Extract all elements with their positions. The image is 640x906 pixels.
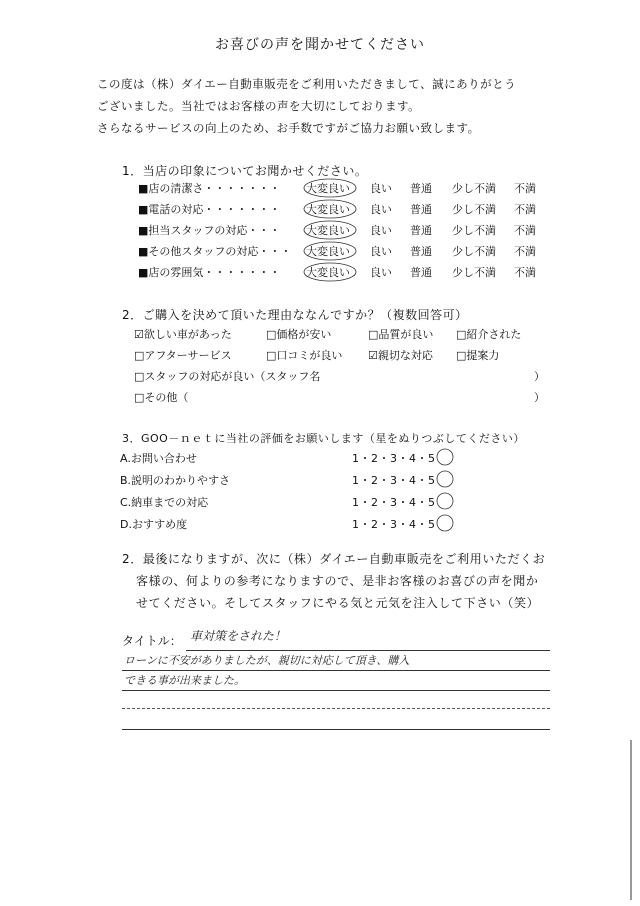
- checkbox-referred[interactable]: □紹介された: [456, 328, 522, 341]
- q1-option-good[interactable]: 良い: [370, 182, 392, 195]
- rating-label-delivery: C.納車までの対応: [120, 496, 209, 509]
- closing-line-2: 客様の、何よりの参考になりますので、是非お客様のお喜びの声を聞か: [136, 574, 539, 588]
- rating-scale-recommend[interactable]: 1・2・3・4・5: [352, 518, 436, 531]
- q1-option-dissatisfied[interactable]: 不満: [514, 245, 536, 258]
- q1-row-label: ■店の雰囲気・・・・・・・: [138, 266, 281, 279]
- rating-scale-inquiry[interactable]: 1・2・3・4・5: [352, 452, 436, 465]
- title-underline: [186, 650, 550, 651]
- q1-option-very-good[interactable]: 大変良い: [306, 224, 350, 237]
- checkbox-other[interactable]: □その他（: [134, 391, 189, 404]
- q1-row-label: ■店の清潔さ・・・・・・・: [138, 182, 281, 195]
- q2-heading: 2．ご購入を決めて頂いた理由ななんですか？（複数回答可）: [122, 308, 468, 322]
- q1-row-label: ■担当スタッフの対応・・・: [138, 224, 281, 237]
- checkbox-price-cheap[interactable]: □価格が安い: [266, 328, 332, 341]
- q1-option-slightly-dissatisfied[interactable]: 少し不満: [452, 224, 496, 237]
- q1-heading: 1．当店の印象についてお聞かせください。: [122, 164, 368, 178]
- q1-option-normal[interactable]: 普通: [410, 224, 432, 237]
- q1-option-very-good[interactable]: 大変良い: [306, 245, 350, 258]
- closing-line-1: 2．最後になりますが、次に（株）ダイエー自動車販売をご利用いただくお: [122, 552, 546, 566]
- closing-line-3: せてください。そしてスタッフにやる気と元気を注入して下さい（笑）: [136, 596, 540, 610]
- checkbox-after-service[interactable]: □アフターサービス: [134, 349, 232, 362]
- comment-rule-3: [122, 708, 550, 709]
- checkbox-quality-good[interactable]: □品質が良い: [368, 328, 434, 341]
- rating-label-inquiry: A.お問い合わせ: [120, 452, 197, 465]
- handwritten-circle-marks-icon: [300, 176, 360, 286]
- q1-option-dissatisfied[interactable]: 不満: [514, 182, 536, 195]
- intro-line-1: この度は（株）ダイエー自動車販売をご利用いただきまして、誠にありがとう: [97, 77, 517, 91]
- q1-option-slightly-dissatisfied[interactable]: 少し不満: [452, 266, 496, 279]
- intro-line-3: さらなるサービスの向上のため、お手数ですがご協力お願い致します。: [97, 121, 480, 135]
- q1-option-slightly-dissatisfied[interactable]: 少し不満: [452, 182, 496, 195]
- page-title: お喜びの声を聞かせてください: [215, 37, 425, 53]
- q1-option-good[interactable]: 良い: [370, 203, 392, 216]
- q1-option-dissatisfied[interactable]: 不満: [514, 266, 536, 279]
- rating-label-recommend: D.おすすめ度: [120, 518, 188, 531]
- comment-rule-1: [122, 670, 550, 671]
- q1-row-label: ■その他スタッフの対応・・・: [138, 245, 292, 258]
- comment-line-1-handwritten[interactable]: ローンに不安がありましたが、親切に対応して頂き、購入: [124, 654, 410, 667]
- rating-scale-delivery[interactable]: 1・2・3・4・5: [352, 496, 436, 509]
- comment-line-2-handwritten[interactable]: できる事が出来ました。: [124, 674, 245, 687]
- other-close-paren: ）: [534, 391, 545, 404]
- q1-option-normal[interactable]: 普通: [410, 203, 432, 216]
- rating-scale-explanation[interactable]: 1・2・3・4・5: [352, 474, 436, 487]
- checkbox-word-of-mouth[interactable]: □口コミが良い: [266, 349, 343, 362]
- comment-rule-4: [122, 729, 550, 730]
- q1-option-good[interactable]: 良い: [370, 224, 392, 237]
- q1-option-very-good[interactable]: 大変良い: [306, 203, 350, 216]
- q1-option-dissatisfied[interactable]: 不満: [514, 224, 536, 237]
- q1-option-normal[interactable]: 普通: [410, 266, 432, 279]
- title-label: タイトル：: [122, 634, 182, 648]
- intro-line-2: ございました。当社ではお客様の声を大切にしております。: [97, 99, 421, 113]
- q1-row-label: ■電話の対応・・・・・・・: [138, 203, 281, 216]
- checkbox-proposal[interactable]: □提案力: [456, 349, 500, 362]
- q1-option-very-good[interactable]: 大変良い: [306, 266, 350, 279]
- rating-label-explanation: B.説明のわかりやすさ: [120, 474, 231, 487]
- checkbox-staff-response[interactable]: □スタッフの対応が良い（スタッフ名: [134, 370, 321, 383]
- handwritten-rating-circles-icon: [434, 446, 458, 536]
- staff-name-close-paren: ）: [534, 370, 545, 383]
- q1-option-good[interactable]: 良い: [370, 245, 392, 258]
- comment-rule-2: [122, 690, 550, 691]
- checkbox-car-wanted[interactable]: ☑欲しい車があった: [134, 328, 232, 341]
- q3-heading: 3．GOO－ｎｅｔに当社の評価をお願いします（星をぬりつぶしてください）: [122, 432, 525, 445]
- title-value-handwritten[interactable]: 車対策をされた！: [190, 629, 287, 643]
- q1-option-good[interactable]: 良い: [370, 266, 392, 279]
- scan-edge-artifact: [630, 740, 632, 900]
- q1-option-normal[interactable]: 普通: [410, 245, 432, 258]
- q1-option-slightly-dissatisfied[interactable]: 少し不満: [452, 245, 496, 258]
- q1-option-very-good[interactable]: 大変良い: [306, 182, 350, 195]
- q1-option-normal[interactable]: 普通: [410, 182, 432, 195]
- q1-option-dissatisfied[interactable]: 不満: [514, 203, 536, 216]
- checkbox-kind-response[interactable]: ☑親切な対応: [368, 349, 433, 362]
- q1-option-slightly-dissatisfied[interactable]: 少し不満: [452, 203, 496, 216]
